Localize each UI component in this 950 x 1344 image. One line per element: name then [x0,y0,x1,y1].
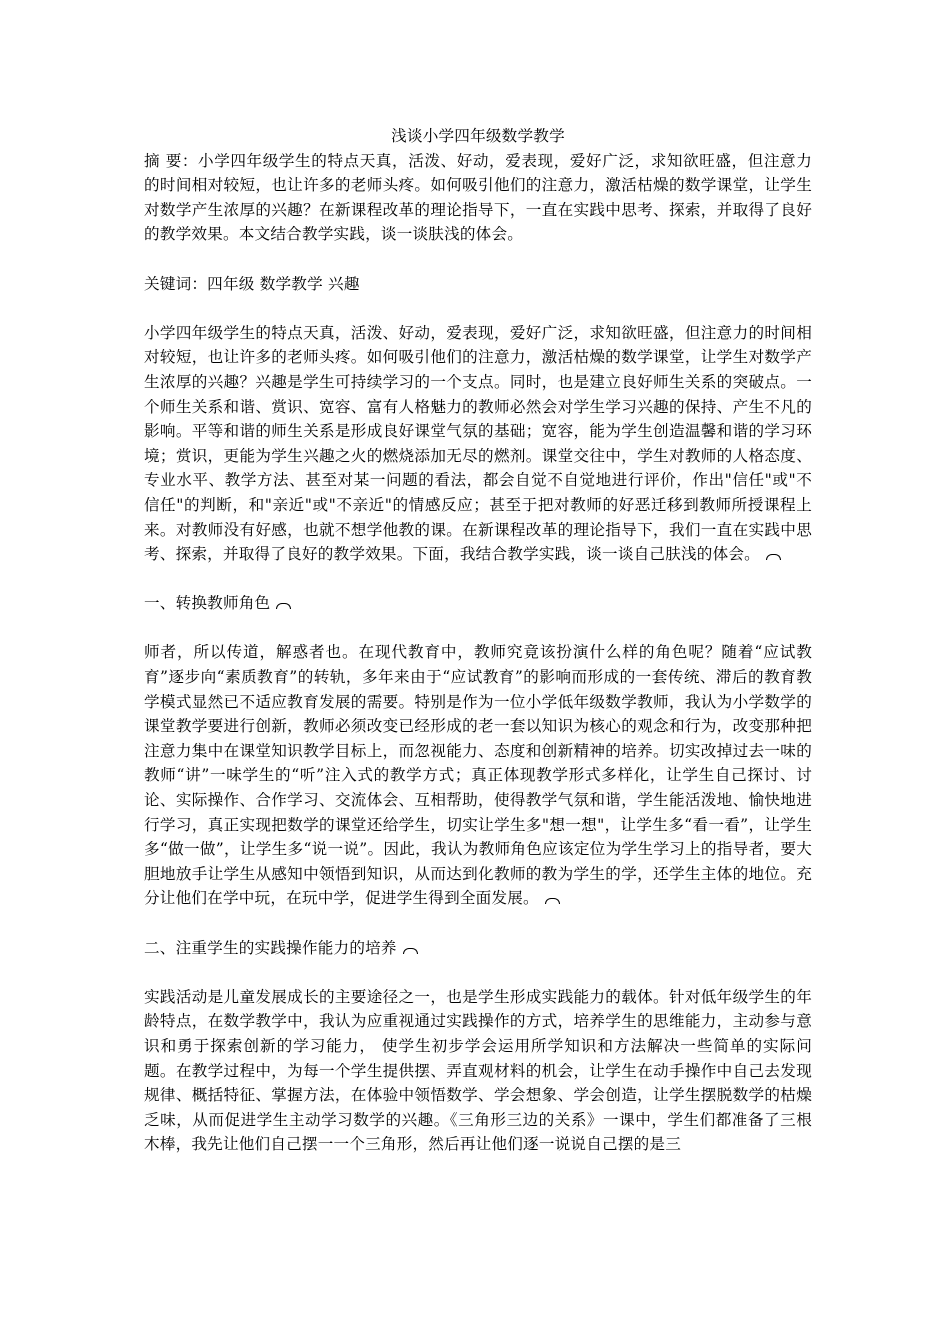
section2-paragraph: 实践活动是儿童发展成长的主要途径之一，也是学生形成实践能力的载体。针对低年级学生的年龄特点，在数学教学中，我认为应重视通过实践操作的方式，培养学生的思维能力，主动参与意识和勇于探索创新的学习能力， 使学生初步学会运用所学知识和方法解决一些简单的实际问题。在教学过程中，为每一个学生提供摆、弄直观材料的机会，让学生在动手操作中自己去发现规律、概括特征、掌握方法，在体验中领悟数学、学会想象、学会创造，让学生摆脱数学的枯燥乏味，从而促进学生主动学习数学的兴趣。《三角形三边的关系》一课中，学生们都准备了三根木棒，我先让他们自己摆一一个三角形，然后再让他们逐一说说自己摆的是三 [144,987,812,1154]
intro-paragraph [144,321,812,567]
document-content [144,124,812,1157]
document-title: 浅谈小学四年级数学教学 [391,127,565,145]
abstract-paragraph: 摘 要：小学四年级学生的特点天真，活泼、好动，爱表现，爱好广泛，求知欲旺盛，但注意力的时间相对较短，也让许多的老师头疼。如何吸引他们的注意力，激活枯燥的数学课堂，让学生对数学产生浓厚的兴趣？在新课程改革的理论指导下，一直在实践中思考、探索，并取得了良好的教学效果。本文结合教学实践，谈一谈肤浅的体会。 [144,151,812,244]
section1-heading-text: 一、转换教师角色 [144,594,271,613]
section2-heading [144,936,812,961]
intro-text: 小学四年级学生的特点天真，活泼、好动，爱表现，爱好广泛，求知欲旺盛，但注意力的时间相对较短，也让许多的老师头疼。如何吸引他们的注意力，激活枯燥的数学课堂，让学生对数学产生浓厚的兴趣？兴趣是学生可持续学习的一个支点。同时，也是建立良好师生关系的突破点。一个师生关系和谐、赏识、宽容、富有人格魅力的教师必然会对学生学习兴趣的保持、产生不凡的影响。平等和谐的师生关系是形成良好课堂气氛的基础；宽容，能为学生创造温馨和谐的学习环境；赏识，更能为学生兴趣之火的燃烧添加无尽的燃剂。课堂交往中，学生对教师的人格态度、专业水平、教学方法、甚至对某一问题的看法，都会自觉不自觉地进行评价，作出"信任"或"不信任"的判断，和"亲近"或"不亲近"的情感反应；甚至于把对教师的好恶迁移到教师所授课程上来。对教师没有好感，也就不想学他教的课。在新课程改革的理论指导下，我们一直在实践中思考、探索，并取得了良好的教学效果。下面，我结合教学实践，谈一谈自己肤浅的体会。 [144,323,812,564]
return-mark-icon [403,948,418,954]
keywords-line: 关键词：四年级 数学教学 兴趣 [144,274,360,293]
section1-paragraph [144,640,812,911]
return-mark-icon [766,554,781,560]
return-mark-icon [276,603,291,609]
section1-heading [144,591,812,616]
return-mark-icon [545,898,560,904]
section2-heading-text: 二、注重学生的实践操作能力的培养 [144,938,397,957]
section1-text: 师者，所以传道，解惑者也。在现代教育中，教师究竟该扮演什么样的角色呢？随着“应试教育”逐步向“素质教育”的转轨，多年来由于“应试教育”的影响而形成的一套传统、滞后的教育教学模式显然已不适应教育发展的需要。特别是作为一位小学低年级数学教师，我认为小学数学的课堂教学要进行创新，教师必须改变已经形成的老一套以知识为核心的观念和行为，改变那种把注意力集中在课堂知识教学目标上，而忽视能力、态度和创新精神的培养。切实改掉过去一味的教师“讲”一味学生的“听”注入式的教学方式；真正体现教学形式多样化，让学生自己探讨、讨论、实际操作、合作学习、交流体会、互相帮助，使得教学气氛和谐，学生能活泼地、愉快地进行学习，真正实现把数学的课堂还给学生，切实让学生多"想一想"，让学生多“看一看”，让学生多“做一做”，让学生多“说一说”。因此，我认为教师角色应该定位为学生学习上的指导者，要大胆地放手让学生从感知中领悟到知识，从而达到化教师的教为学生的学，还学生主体的地位。充分让他们在学中玩，在玩中学，促进学生得到全面发展。 [144,643,812,908]
